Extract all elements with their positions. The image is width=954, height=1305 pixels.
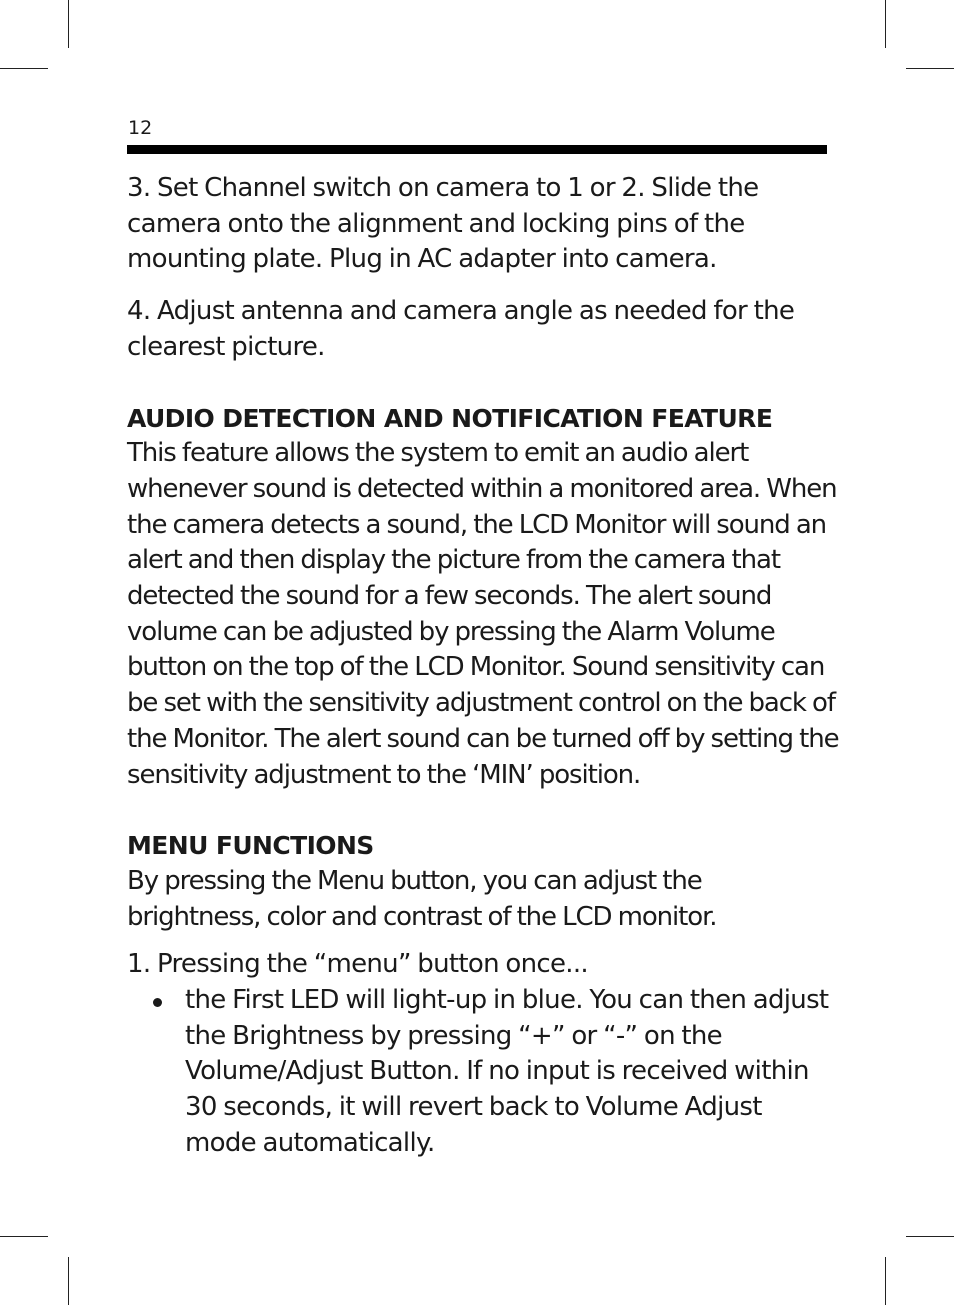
crop-mark-bottom-right-horizontal xyxy=(906,1236,954,1237)
audio-section-body: This feature allows the system to emit an audio alert whenever sound is detected within a monitored area. When the camera detects a sound, the LCD Monitor will sound an alert and then display the picture from the camera that detected the sound for a few seconds. The alert sound volume can be adjusted by pressing the Alarm Volume button on the top of the LCD Monitor. Sound sensitivity can be set with the sensitivity adjustment control on the back of the Monitor. The alert sound can be turned off by setting the sensitivity adjustment to the ‘MIN’ position. xyxy=(127,438,839,790)
crop-mark-bottom-left-vertical xyxy=(68,1257,69,1305)
list-item xyxy=(127,983,839,1162)
crop-mark-top-left-vertical xyxy=(68,0,69,48)
page-number: 12 xyxy=(128,117,153,139)
crop-mark-bottom-right-vertical xyxy=(885,1257,886,1305)
install-step-4: 4. Adjust antenna and camera angle as needed for the clearest picture. xyxy=(127,296,795,362)
bullet-icon xyxy=(153,998,162,1007)
menu-section-heading: MENU FUNCTIONS xyxy=(127,831,374,861)
menu-step-1: 1. Pressing the “menu” button once... xyxy=(127,949,588,980)
crop-mark-bottom-left-horizontal xyxy=(0,1236,48,1237)
menu-step-1-bullets xyxy=(127,983,839,1162)
install-step-3: 3. Set Channel switch on camera to 1 or 2. Slide the camera onto the alignment and locking pins of the mounting plate. Plug in AC adapter into camera. xyxy=(127,173,759,275)
bullet-text: the First LED will light-up in blue. You can then adjust the Brightness by pressing “+” or “-” on the Volume/Adjust Button. If no input is received within 30 seconds, it will revert back to Volume Adjust mode automatically. xyxy=(185,985,829,1158)
page-content xyxy=(127,171,839,1162)
audio-section-heading: AUDIO DETECTION AND NOTIFICATION FEATURE xyxy=(127,403,773,433)
header-rule xyxy=(127,145,827,154)
crop-mark-top-right-vertical xyxy=(885,0,886,48)
crop-mark-top-right-horizontal xyxy=(906,68,954,69)
crop-mark-top-left-horizontal xyxy=(0,68,48,69)
menu-section-body: By pressing the Menu button, you can adjust the brightness, color and contrast of the LCD monitor. xyxy=(127,865,717,932)
